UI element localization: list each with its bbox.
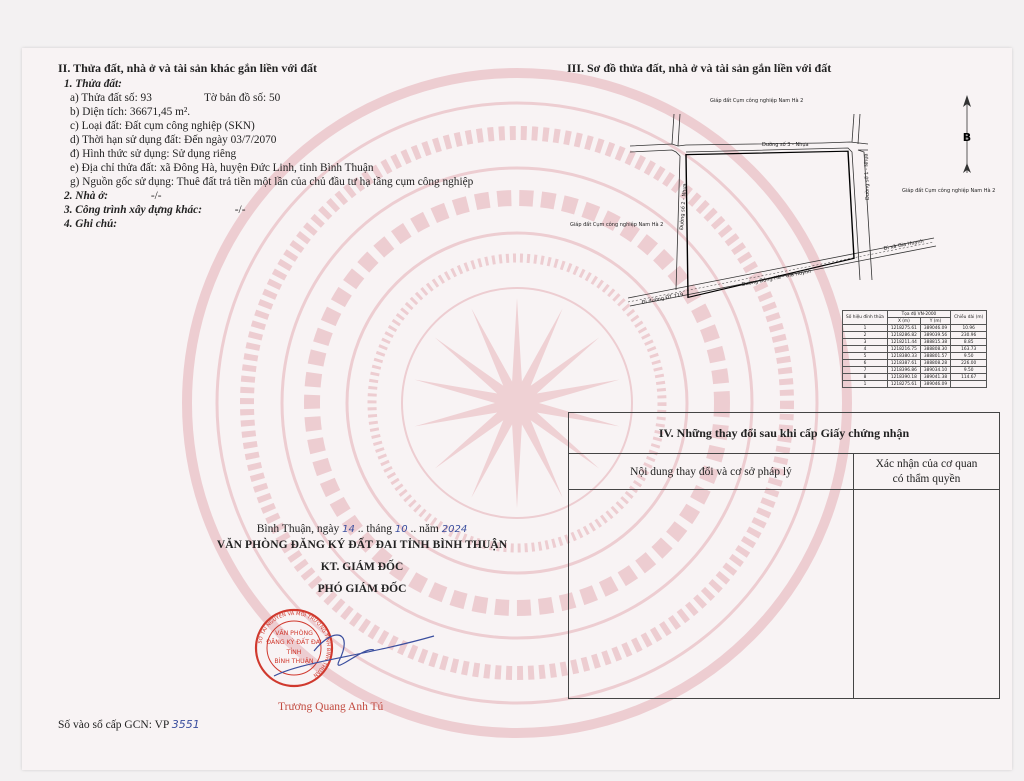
road-left-label: Đường số 2 - Nhựa — [679, 183, 689, 231]
house-label: 2. Nhà ở: — [64, 190, 109, 202]
construction-label: 3. Công trình xây dựng khác: — [64, 204, 202, 216]
coord-cell: 1218380.33 — [887, 353, 920, 360]
area: b) Diện tích: 36671,45 m². — [70, 106, 191, 118]
coord-cell: 1 — [843, 325, 888, 332]
changes-column-confirm — [854, 454, 999, 490]
certificate-page — [22, 48, 1012, 770]
section-3-title: III. Sơ đồ thửa đất, nhà ở và tài sản gắn liền với đất — [567, 61, 832, 75]
coord-cell: 1218396.86 — [887, 367, 920, 374]
house-value: -/- — [150, 190, 162, 202]
road-bottom-label: Đường Đông Hà - Gia Huynh — [741, 268, 812, 288]
coord-cell: 5 — [843, 353, 888, 360]
coord-cell: 8 — [843, 374, 888, 381]
coord-cell: 388808.28 — [920, 360, 950, 367]
seal-line-2: ĐĂNG KÝ ĐẤT ĐAI — [266, 639, 322, 646]
map-label-right: Giáp đất Cụm công nghiệp Nam Hà 2 — [902, 188, 996, 194]
section-4-title: IV. Những thay đổi sau khi cấp Giấy chứng nhận — [569, 413, 999, 454]
gcn-label: Số vào sổ cấp GCN: VP — [58, 719, 169, 731]
coord-header-vertex: Số hiệu đỉnh thửa — [843, 311, 888, 325]
north-label: B — [962, 131, 972, 144]
coord-length-cell: 226.00 — [951, 360, 987, 367]
changes-column-content: Nội dung thay đổi và cơ sở pháp lý — [569, 454, 854, 490]
signer-name: Trương Quang Anh Tú — [278, 701, 384, 713]
to-gia-huynh-label: Đi xã Gia Huynh — [883, 238, 925, 252]
date-month: 10 — [394, 524, 408, 535]
signature-block — [162, 523, 562, 595]
coord-cell: 1218387.61 — [887, 360, 920, 367]
section-2-title: II. Thửa đất, nhà ở và tài sản khác gắn liền với đất — [58, 61, 318, 75]
coord-subheader-y: Y (m) — [920, 318, 950, 325]
parcel-sketch-map — [570, 90, 1002, 310]
use-origin: g) Nguồn gốc sử dụng: Thuê đất trả tiền một lần của chủ đầu tư hạ tầng cụm công nghiệp — [70, 176, 474, 188]
map-label-top: Giáp đất Cụm công nghiệp Nam Hà 2 — [710, 98, 804, 104]
position-line-2: PHÓ GIÁM ĐỐC — [317, 583, 407, 595]
confirm-line-2: có thẩm quyền — [892, 472, 961, 485]
seal-line-3: TỈNH — [286, 649, 302, 656]
parcel-number: a) Thửa đất số: 93 — [70, 92, 152, 104]
coord-row — [843, 374, 987, 381]
land-heading: 1. Thửa đất: — [64, 78, 122, 90]
coord-cell: 388808.30 — [920, 346, 950, 353]
coord-cell: 6 — [843, 360, 888, 367]
coord-length-cell: 163.73 — [951, 346, 987, 353]
coord-row — [843, 339, 987, 346]
coord-cell: 388815.38 — [920, 339, 950, 346]
seal-line-1: VĂN PHÒNG — [275, 630, 313, 637]
use-term: d) Thời hạn sử dụng đất: Đến ngày 03/7/2070 — [70, 134, 277, 146]
gcn-registry-number — [58, 718, 200, 731]
coord-length-cell: 8.85 — [951, 339, 987, 346]
changes-table — [568, 412, 1000, 699]
coordinate-table — [842, 310, 987, 388]
map-sheet-number: Tờ bản đồ số: 50 — [204, 92, 281, 104]
coord-length-cell: 230.96 — [951, 332, 987, 339]
issuing-office: VĂN PHÒNG ĐĂNG KÝ ĐẤT ĐAI TỈNH BÌNH THUẬN — [216, 539, 508, 551]
coord-cell: 389041.38 — [920, 374, 950, 381]
coord-cell: 1 — [843, 381, 888, 388]
coord-cell: 1218275.61 — [887, 325, 920, 332]
official-seal-and-signature — [244, 606, 484, 696]
coord-row — [843, 325, 987, 332]
road-right-label: Đường số 1 - Nhựa — [863, 153, 871, 201]
coord-cell: 388801.57 — [920, 353, 950, 360]
coord-length-cell: 9.50 — [951, 367, 987, 374]
place-date: Bình Thuận, ngày 14 .. tháng 10 .. năm 2024 — [256, 523, 468, 535]
note-label: 4. Ghi chú: — [64, 218, 118, 230]
date-day: 14 — [342, 524, 355, 535]
coord-cell: 389034.10 — [920, 367, 950, 374]
north-arrow-icon — [957, 93, 977, 183]
seal-ring-text: SỞ TÀI NGUYÊN VÀ MÔI TRƯỜNG TỈNH BÌNH THUẬN — [257, 610, 332, 679]
coord-header-length: Chiều dài (m) — [951, 311, 987, 325]
road-top-label: Đường số 3 - Nhựa — [762, 142, 809, 148]
coord-cell: 7 — [843, 367, 888, 374]
coord-cell: 1218390.18 — [887, 374, 920, 381]
coord-cell: 1218216.75 — [887, 346, 920, 353]
coord-cell: 389046.09 — [920, 325, 950, 332]
coord-subheader-x: X (m) — [887, 318, 920, 325]
month-label: tháng — [366, 523, 392, 535]
land-type: c) Loại đất: Đất cụm công nghiệp (SKN) — [70, 120, 255, 132]
position-line-1: KT. GIÁM ĐỐC — [320, 561, 404, 573]
coord-row — [843, 367, 987, 374]
coord-length-cell — [951, 381, 987, 388]
coord-row — [843, 353, 987, 360]
coord-header-coords: Tọa độ VN-2000 — [887, 311, 950, 318]
coord-cell: 1218275.61 — [887, 381, 920, 388]
confirm-line-1: Xác nhận của cơ quan — [875, 457, 978, 470]
coord-cell: 1218211.44 — [887, 339, 920, 346]
coord-cell: 1218286.82 — [887, 332, 920, 339]
use-form: đ) Hình thức sử dụng: Sử dụng riêng — [70, 148, 237, 160]
coord-length-cell: 114.67 — [951, 374, 987, 381]
coord-cell: 3 — [843, 339, 888, 346]
coord-row — [843, 332, 987, 339]
parcel-address: e) Địa chỉ thửa đất: xã Đông Hà, huyện Đức Linh, tỉnh Bình Thuận — [70, 162, 374, 174]
date-year: 2024 — [441, 524, 468, 535]
gcn-number: 3551 — [171, 718, 200, 731]
year-label: năm — [419, 523, 439, 535]
map-label-left: Giáp đất Cụm công nghiệp Nam Hà 2 — [570, 222, 664, 228]
coord-row — [843, 346, 987, 353]
coord-cell: 4 — [843, 346, 888, 353]
seal-line-4: BÌNH THUẬN — [274, 658, 314, 665]
coord-length-cell: 9.50 — [951, 353, 987, 360]
coord-row — [843, 360, 987, 367]
coord-length-cell: 10.96 — [951, 325, 987, 332]
construction-value: -/- — [234, 204, 246, 216]
coord-cell: 389039.56 — [920, 332, 950, 339]
date-prefix: Bình Thuận, ngày — [256, 523, 340, 535]
coord-cell: 389046.09 — [920, 381, 950, 388]
coord-cell: 2 — [843, 332, 888, 339]
coord-row — [843, 381, 987, 388]
column-divider — [853, 489, 854, 698]
to-dt719-label: Đi đường ĐT 719 — [641, 292, 684, 306]
